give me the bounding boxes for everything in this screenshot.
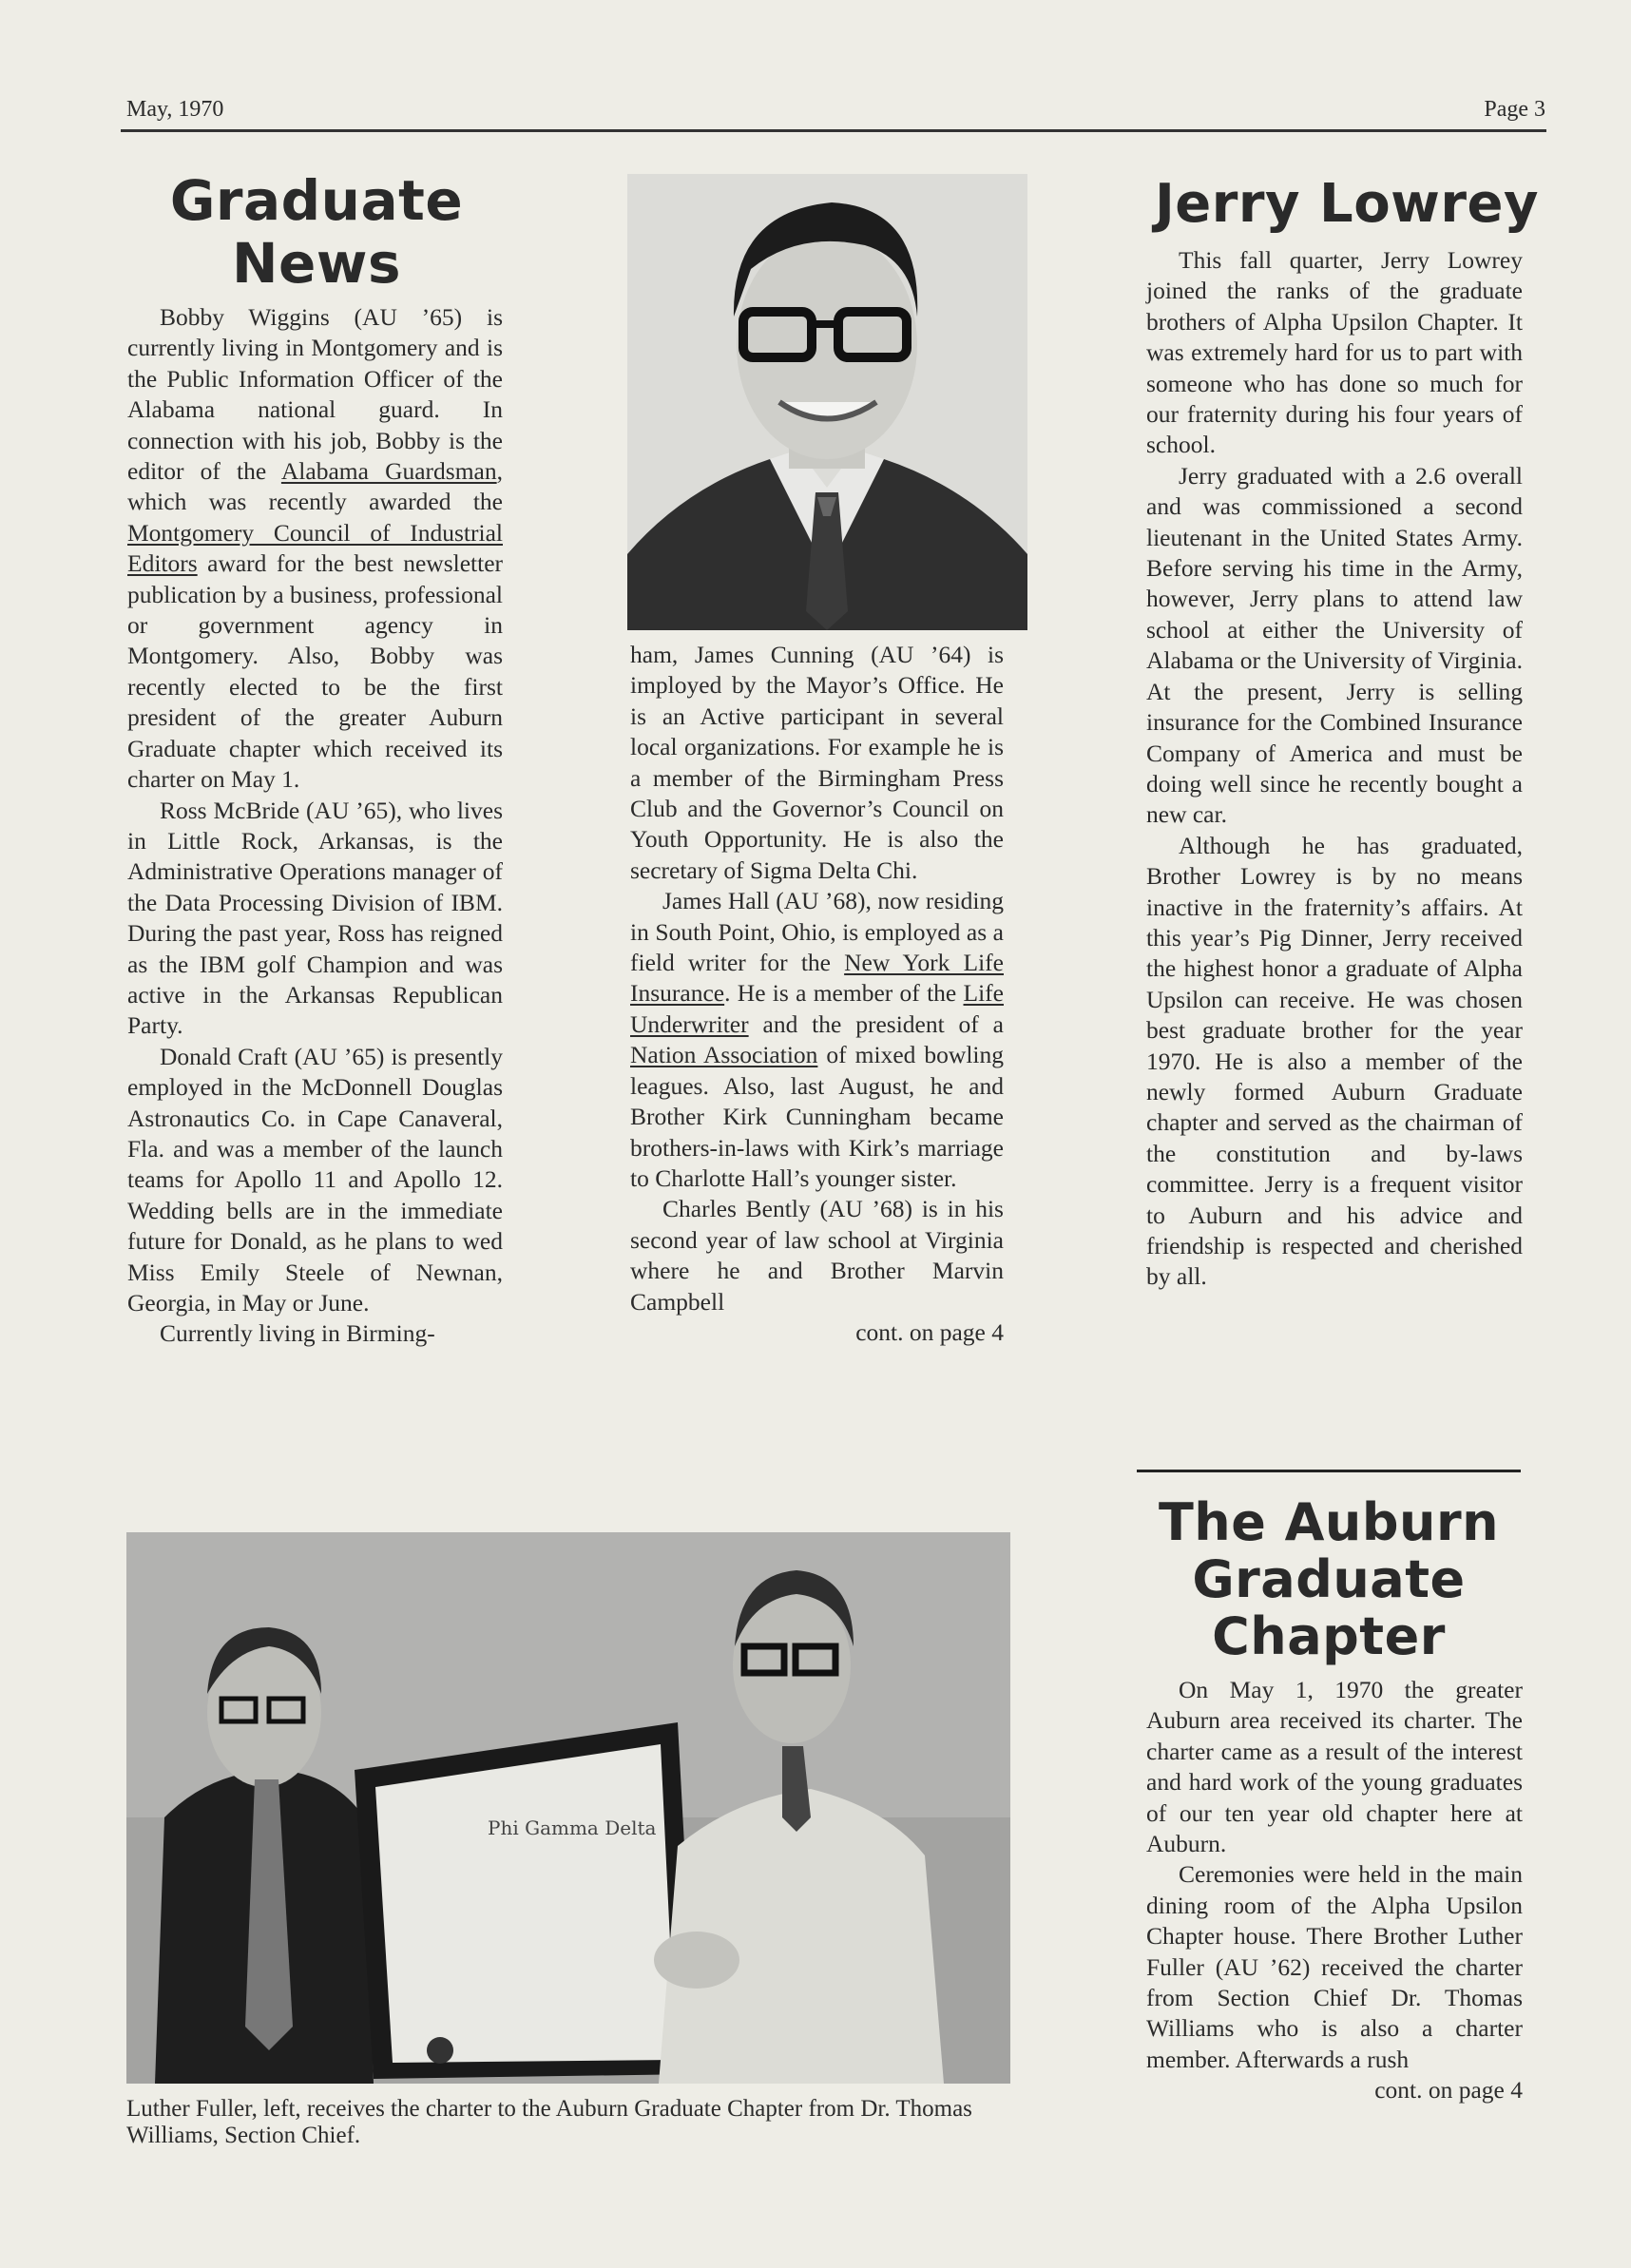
graduate-news-title xyxy=(126,169,507,295)
paragraph-charles-bently: Charles Bently (AU ’68) is in his second year of law school at Virginia where he and Brother Marvin Campbell xyxy=(630,1195,1004,1316)
text-span: . He is a member of the xyxy=(724,979,964,1008)
portrait-photo xyxy=(627,174,1027,630)
paragraph-jerry-intro: This fall quarter, Jerry Lowrey joined the ranks of the graduate brothers of Alpha Upsilon Chapter. It was extremely hard for us to part with someone who has done so much for our fraternity during his four years of school. xyxy=(1146,246,1523,459)
paragraph-charter-received: On May 1, 1970 the greater Auburn area received its charter. The charter came as a result of the interest and hard work of the young graduates of our ten year old chapter here at Auburn. xyxy=(1146,1676,1523,1858)
page-number: Page 3 xyxy=(1484,97,1545,122)
charter-presentation-photo xyxy=(126,1532,1010,2084)
auburn-chapter-title xyxy=(1137,1494,1521,1665)
portrait-illustration xyxy=(627,174,1027,630)
text-span: Bobby Wiggins (AU ’65) is currently living in Montgomery and is the Public Information Officer of the Alabama national guard. In connection with his job, Bobby is the editor of the xyxy=(127,303,503,486)
charter-lettering: Phi Gamma Delta xyxy=(488,1816,657,1839)
title-line: The Auburn xyxy=(1158,1492,1500,1552)
auburn-chapter-column xyxy=(1146,1675,1523,2188)
text-span: and the president of a xyxy=(748,1009,1004,1038)
title-line: News xyxy=(232,231,401,296)
paragraph-bobby-wiggins xyxy=(127,302,503,796)
company-name: New York Life Insurance xyxy=(630,949,1004,1008)
association-name: Nation Association xyxy=(630,1041,818,1069)
organization-name: Life Underwriter xyxy=(630,979,1004,1038)
jerry-lowrey-column xyxy=(1146,245,1523,1462)
graduate-news-column-middle xyxy=(630,640,1004,1528)
title-line: Graduate xyxy=(169,168,464,233)
paragraph-ross-mcbride: Ross McBride (AU ’65), who lives in Little Rock, Arkansas, is the Administrative Operations manager of the Data Processing Division of IBM. During the past year, Ross has reigned as the IBM golf Champion and was active in the Arkansas Republican Party. xyxy=(127,796,503,1040)
title-line: Chapter xyxy=(1212,1606,1446,1666)
section-rule xyxy=(1137,1470,1521,1472)
text-span: , which was recently awarded the xyxy=(127,457,503,516)
issue-date: May, 1970 xyxy=(126,97,224,122)
paragraph-jerry-honor: Although he has graduated, Brother Lowrey is by no means inactive in the fraternity’s affairs. At this year’s Pig Dinner, Jerry received the highest honor a graduate of Alpha Upsilon can receive. He was chosen best graduate brother for the year 1970. He is also a member of the newly formed Auburn Graduate chapter and served as the chairman of the constitution and by-laws committee. Jerry is a frequent visitor to Auburn and his advice and friendship is respected and cherished by all. xyxy=(1146,831,1523,1291)
paragraph-jerry-graduation: Jerry graduated with a 2.6 overall and was commissioned a second lieutenant in the United States Army. Before serving his time in the Army, however, Jerry plans to attend law school at either the University of Alabama or the University of Virginia. At the present, Jerry is selling insurance for the Combined Insurance Company of America and must be doing well since he recently bought a new car. xyxy=(1146,461,1523,829)
paragraph-james-hall xyxy=(630,886,1004,1194)
paragraph-ceremonies: Ceremonies were held in the main dining room of the Alpha Upsilon Chapter house. There Brother Luther Fuller (AU ’62) received the charter from Section Chief Dr. Thomas Williams who is also a charter member. Afterwards a rush xyxy=(1146,1860,1523,2073)
photo-caption: Luther Fuller, left, receives the charter to the Auburn Graduate Chapter from Dr. Thomas Williams, Section Chief. xyxy=(126,2096,972,2148)
title-line: Graduate xyxy=(1192,1549,1466,1609)
text-span: James Hall (AU ’68), now residing in South Point, Ohio, is employed as a field writer for the xyxy=(630,887,1004,977)
jerry-lowrey-title: Jerry Lowrey xyxy=(1154,173,1540,235)
graduate-news-column-left xyxy=(127,302,503,1509)
award-name: Montgomery Council of Industrial Editors xyxy=(127,518,503,578)
charter-illustration xyxy=(126,1532,1010,2084)
paragraph-james-cunning: ham, James Cunning (AU ’64) is imployed by the Mayor’s Office. He is an Active participant in several local organizations. For example he is a member of the Birmingham Press Club and the Governor’s Council on Youth Opportunity. He is also the secretary of Sigma Delta Chi. xyxy=(630,641,1004,884)
paragraph-donald-craft: Donald Craft (AU ’65) is presently employed in the McDonnell Douglas Astronautics Co. in Cape Canaveral, Fla. and was a member of the launch teams for Apollo 11 and Apollo 12. Wedding bells are in the immediate future for Donald, as he plans to wed Miss Emily Steele of Newnan, Georgia, in May or June. xyxy=(127,1042,503,1317)
header-rule xyxy=(121,129,1546,132)
text-span: of mixed bowling leagues. Also, last August, he and Brother Kirk Cunningham became brothers-in-laws with Kirk’s marriage to Charlotte Hall’s younger sister. xyxy=(630,1041,1004,1192)
continued-note: cont. on page 4 xyxy=(855,1317,1004,1346)
publication-title: Alabama Guardsman xyxy=(280,457,497,486)
text-span: award for the best newsletter publication by a business, professional or government agency in Montgomery. Also, Bobby was recently elected to be the first president of the greater Auburn Graduate chapter which received its charter on May 1. xyxy=(127,549,503,794)
paragraph-birmingham: Currently living in Birming- xyxy=(160,1319,435,1348)
continued-note: cont. on page 4 xyxy=(1374,2076,1523,2105)
